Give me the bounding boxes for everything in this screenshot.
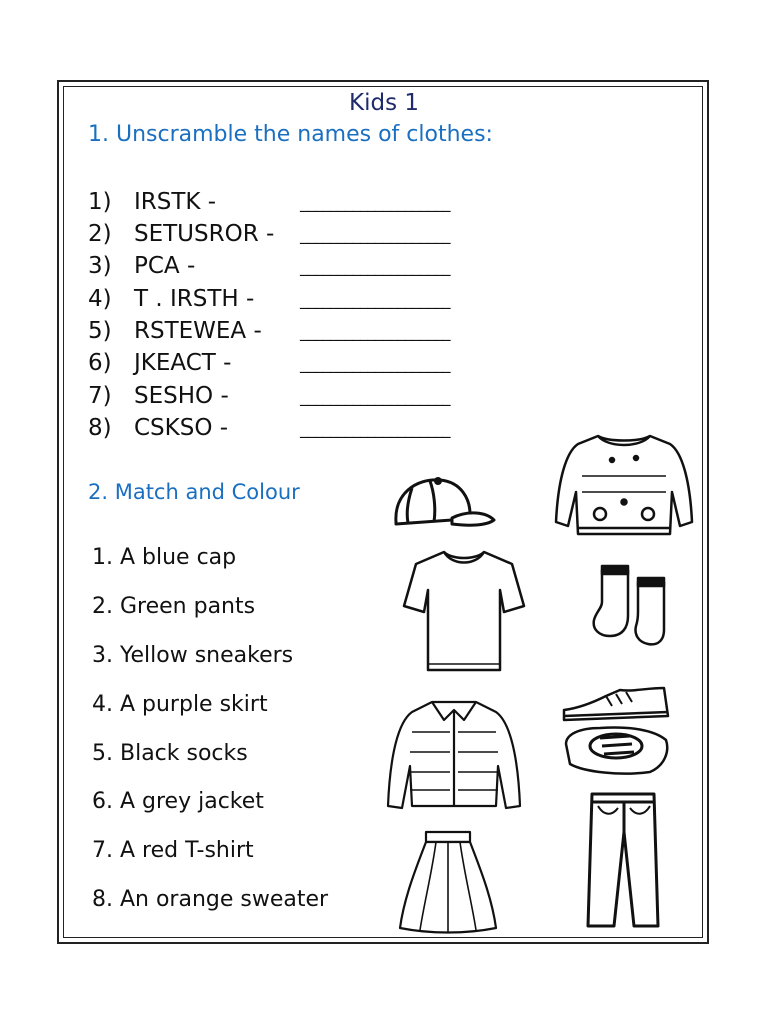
scrambled-word: JKEACT - xyxy=(134,350,232,376)
item-number: 4) xyxy=(88,286,112,312)
scrambled-word: SETUSROR - xyxy=(134,221,275,247)
match-item: 1. A blue cap xyxy=(92,545,237,570)
unscramble-item xyxy=(88,347,450,379)
item-number: 3) xyxy=(88,253,112,279)
jacket-icon xyxy=(384,696,524,814)
unscramble-item xyxy=(88,250,450,282)
unscramble-item xyxy=(88,380,450,412)
match-item: 4. A purple skirt xyxy=(92,692,268,717)
answer-blank: ____________________ xyxy=(300,289,450,309)
match-item: 8. An orange sweater xyxy=(92,887,329,912)
item-number: 7) xyxy=(88,383,112,409)
pants-icon xyxy=(582,790,664,930)
unscramble-item xyxy=(88,315,450,347)
scrambled-word: SESHO - xyxy=(134,383,229,409)
scrambled-word: RSTEWEA - xyxy=(134,318,262,344)
answer-blank: ____________________ xyxy=(300,224,450,244)
match-item: 3. Yellow sneakers xyxy=(92,643,294,668)
answer-blank: ____________________ xyxy=(300,353,450,373)
unscramble-item xyxy=(88,218,450,250)
socks-icon xyxy=(588,562,680,646)
unscramble-item xyxy=(88,186,450,218)
answer-blank: ____________________ xyxy=(300,418,450,438)
skirt-icon xyxy=(396,828,500,936)
answer-blank: ____________________ xyxy=(300,386,450,406)
scrambled-word: PCA - xyxy=(134,253,196,279)
answer-blank: ____________________ xyxy=(300,256,450,276)
answer-blank: ____________________ xyxy=(300,321,450,341)
sneakers-icon xyxy=(560,682,672,786)
unscramble-item xyxy=(88,412,450,444)
unscramble-item xyxy=(88,283,450,315)
t-shirt-icon xyxy=(400,546,528,674)
item-number: 2) xyxy=(88,221,112,247)
answer-blank: ____________________ xyxy=(300,192,450,212)
sweater-icon xyxy=(552,430,696,546)
match-item: 2. Green pants xyxy=(92,594,256,619)
match-item: 5. Black socks xyxy=(92,741,248,766)
item-number: 8) xyxy=(88,415,112,441)
item-number: 6) xyxy=(88,350,112,376)
item-number: 5) xyxy=(88,318,112,344)
scrambled-word: T . IRSTH - xyxy=(134,286,255,312)
section-1-heading: 1. Unscramble the names of clothes: xyxy=(88,122,493,147)
scrambled-word: IRSTK - xyxy=(134,189,217,215)
match-item: 6. A grey jacket xyxy=(92,789,264,814)
match-item: 7. A red T-shirt xyxy=(92,838,254,863)
item-number: 1) xyxy=(88,189,112,215)
cap-icon xyxy=(390,472,498,538)
scrambled-word: CSKSO - xyxy=(134,415,229,441)
page-title: Kids 1 xyxy=(349,90,419,116)
section-2-heading: 2. Match and Colour xyxy=(88,480,300,504)
